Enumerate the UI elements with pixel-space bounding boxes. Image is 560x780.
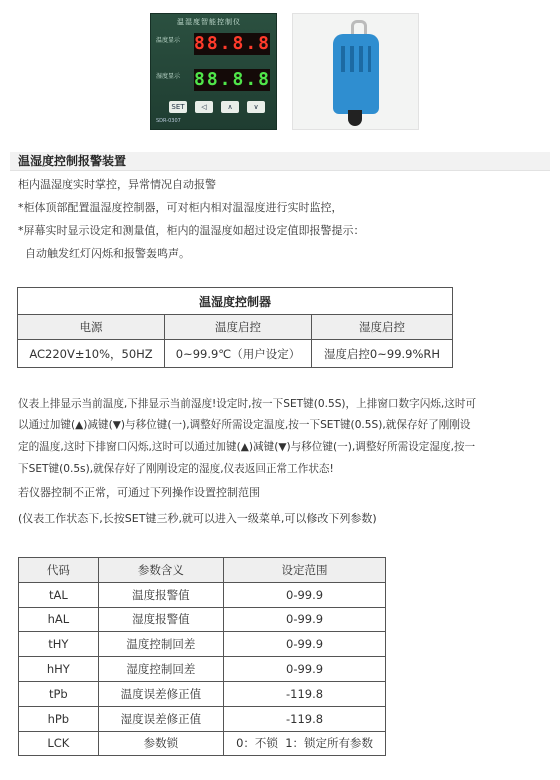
param-header-meaning: 参数含义 <box>98 558 223 583</box>
param-meaning: 温度控制回差 <box>98 632 223 657</box>
instruction-line: 仪表上排显示当前温度,下排显示当前湿度!设定时,按一下SET键(0.5S)，上排窗口数字闪烁,这时可 <box>18 398 477 410</box>
controller-label-humidity: 湿度显示 <box>156 73 181 80</box>
sensor-vent <box>341 46 345 72</box>
controller-photo <box>150 13 277 130</box>
intro-line: 柜内温湿度实时掌控，异常情况自动报警 <box>18 178 216 191</box>
table-row <box>19 681 386 706</box>
controller-model: SDR-0307 <box>156 118 181 124</box>
sensor-photo <box>292 13 419 130</box>
spec-header-humidity: 湿度启控 <box>312 315 453 340</box>
spec-table <box>17 287 453 368</box>
param-code: tPb <box>19 681 99 706</box>
sensor-vent <box>368 46 371 72</box>
param-meaning: 参数锁 <box>98 731 223 756</box>
spec-header-power: 电源 <box>18 315 165 340</box>
intro-line: *屏幕实时显示设定和测量值，柜内的温湿度如超过设定值即报警提示： <box>18 224 365 237</box>
spec-header-temperature: 温度启控 <box>165 315 312 340</box>
param-meaning: 湿度控制回差 <box>98 657 223 682</box>
instruction-line: 若仪器控制不正常，可通过下列操作设置控制范围 <box>18 486 260 499</box>
param-range: 0-99.9 <box>224 582 386 607</box>
table-row <box>19 731 386 756</box>
set-key: SET <box>169 101 187 113</box>
param-range: 0-99.9 <box>224 607 386 632</box>
table-row <box>19 706 386 731</box>
param-code: hPb <box>19 706 99 731</box>
section-title: 温湿度控制报警装置 <box>18 154 127 168</box>
param-range: -119.8 <box>224 681 386 706</box>
intro-line: *柜体顶部配置温湿度控制器，可对柜内相对温湿度进行实时监控， <box>18 201 343 214</box>
intro-line: 自动触发红灯闪烁和报警轰鸣声。 <box>18 247 190 260</box>
parameter-table <box>18 557 386 756</box>
down-key: ∨ <box>247 101 265 113</box>
table-row <box>19 632 386 657</box>
param-meaning: 湿度报警值 <box>98 607 223 632</box>
instruction-line: 定的温度,这时下排窗口闪烁,这时可以通过加键(▲)减键(▼)与移位键(一),调整好所需设定湿度,按一 <box>18 441 476 453</box>
param-range: 0-99.9 <box>224 657 386 682</box>
sensor-vent <box>359 46 363 72</box>
param-range: 0-99.9 <box>224 632 386 657</box>
table-row <box>19 657 386 682</box>
param-code: LCK <box>19 731 99 756</box>
param-meaning: 温度报警值 <box>98 582 223 607</box>
instruction-line: 以通过加键(▲)减键(▼)与移位键(一),调整好所需设定温度,按一下SET键(0.5S),就保存好了刚刚设 <box>18 419 471 431</box>
instruction-line: (仪表工作状态下,长按SET键三秒,就可以进入一级菜单,可以修改下列参数) <box>18 512 377 525</box>
controller-title: 温湿度智能控制仪 <box>177 18 241 26</box>
parameter-table-header <box>19 558 386 583</box>
spec-value-temperature: 0~99.9℃（用户设定） <box>165 340 312 368</box>
instruction-line: 下SET键(0.5s),就保存好了刚刚设定的湿度,仪表返回正常工作状态! <box>18 463 334 475</box>
humidity-display: 88.8.8 <box>194 69 272 90</box>
table-row <box>19 582 386 607</box>
up-key: ∧ <box>221 101 239 113</box>
table-row <box>19 607 386 632</box>
param-meaning: 温度误差修正值 <box>98 681 223 706</box>
controller-label-temperature: 温度显示 <box>156 37 181 44</box>
sensor-vent <box>350 46 354 72</box>
spec-table-caption: 温湿度控制器 <box>18 288 453 315</box>
spec-value-power: AC220V±10%，50HZ <box>18 340 165 368</box>
param-code: hAL <box>19 607 99 632</box>
param-range: 0：不锁 1：锁定所有参数 <box>224 731 386 756</box>
param-code: tAL <box>19 582 99 607</box>
spec-value-humidity: 湿度启控0~99.9%RH <box>312 340 453 368</box>
param-range: -119.8 <box>224 706 386 731</box>
sensor-cable <box>348 110 362 126</box>
param-meaning: 湿度误差修正值 <box>98 706 223 731</box>
param-header-range: 设定范围 <box>224 558 386 583</box>
shift-key: ◁ <box>195 101 213 113</box>
sensor-housing <box>333 34 379 114</box>
temperature-display: 88.8.8 <box>194 33 272 54</box>
param-code: tHY <box>19 632 99 657</box>
param-header-code: 代码 <box>19 558 99 583</box>
param-code: hHY <box>19 657 99 682</box>
